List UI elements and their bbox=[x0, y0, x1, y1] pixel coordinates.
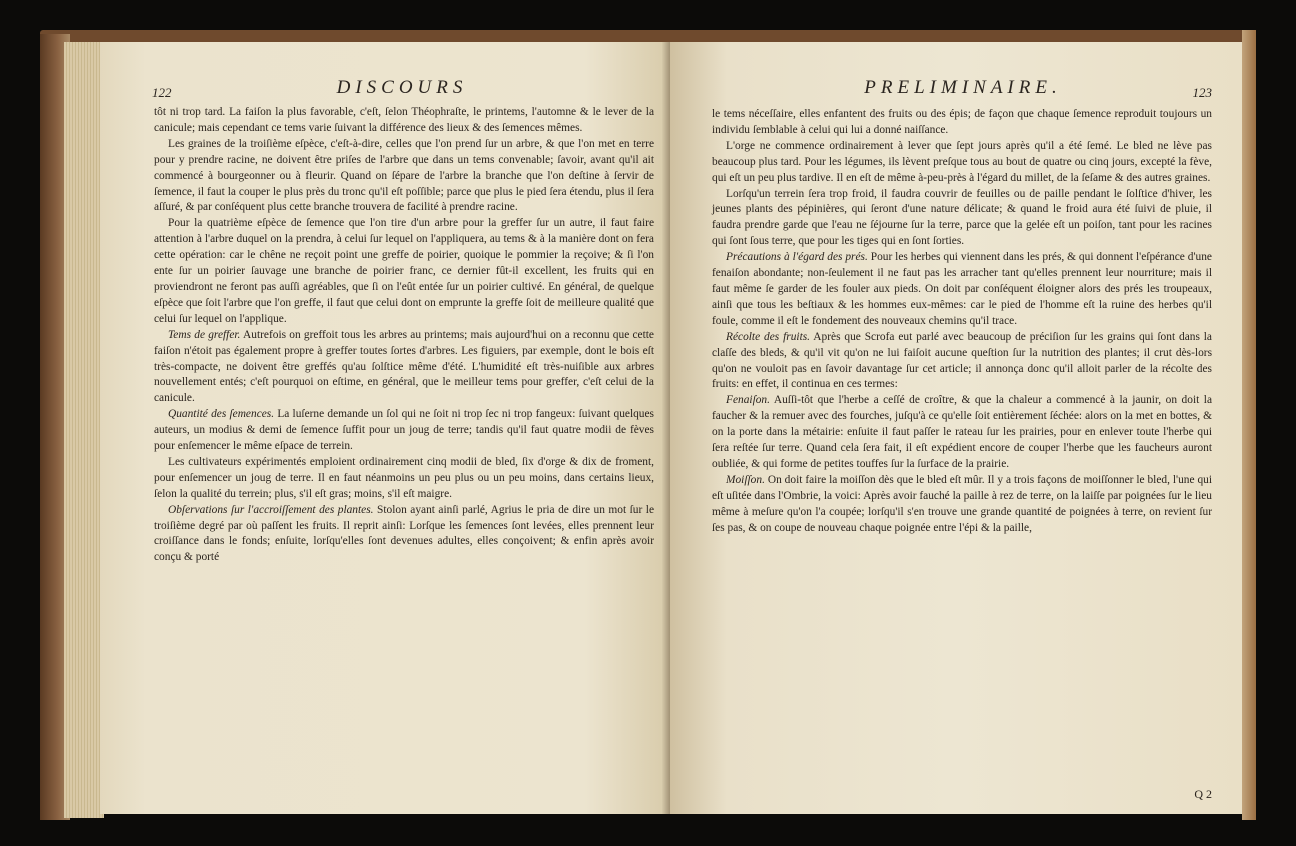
paragraph bbox=[154, 137, 654, 217]
paragraph bbox=[712, 330, 1212, 394]
right-page-text bbox=[712, 107, 1212, 536]
paragraph-text: Auſſi-tôt que l'herbe a ceſſé de croître, & que la chaleur a commencé à la jaunir, on doit la faucher & la remuer avec des fourches, juſqu'à ce qu'elle ſoit entièrement ſéchée: alors on la met en bottes, & on la porte dans la métairie: enſuite il faut paſſer le rateau ſur les prairies, pour en enlever toute l'herbe qui ſera reſtée ſur terre. Quand cela ſera fait, il eſt expédient encore de couper l'herbe que les faucheurs auront oubliée, & qui forme de petites touffes ſur la ſurface de la prairie. bbox=[712, 394, 1212, 470]
paragraph bbox=[712, 107, 1212, 139]
paragraph-text: tôt ni trop tard. La faiſon la plus favorable, c'eſt, ſelon Théophraſte, le printems, l'automne & le lever de la canicule; mais cependant ce tems varie ſuivant la différence des lieux & des ſemences mêmes. bbox=[154, 106, 654, 134]
paragraph-text: On doit faire la moiſſon dès que le bled eſt mûr. Il y a trois façons de moiſſonner le bled, l'une qui eſt uſitée dans l'Ombrie, la voici: Après avoir fauché la paille à rez de terre, on la laiſſe par poignées ſur le lieu même à meſure qu'on l'a coupée; lorſqu'il s'en trouve une grande quantité de poignées à terre, on revient ſur ſes pas, & on coupe de nouveau chaque poignée entre l'épi & la paille, bbox=[712, 473, 1212, 534]
left-page-header bbox=[152, 77, 652, 103]
paragraph bbox=[712, 473, 1212, 537]
paragraph bbox=[154, 407, 654, 455]
paragraph-text: L'orge ne commence ordinairement à lever que ſept jours après qu'il a été ſemé. Le bled ne lève pas beaucoup plus tard. Pour les légumes, ils lèvent preſque tous au bout de quatre ou cinq jours, excepté la fève, qui eſt un peu plus tardive. Il en eſt de même à-peu-près à l'égard du millet, de la ſeſame & des autres graines. bbox=[712, 139, 1212, 184]
paragraph-text: le tems néceſſaire, elles enfantent des fruits ou des épis; de façon que chaque ſemence reproduit toujours un individu ſemblable à celui qui lui a donné naiſſance. bbox=[712, 108, 1212, 136]
paragraph-text: Lorſqu'un terrein ſera trop froid, il faudra couvrir de feuilles ou de paille pendant le ſolſtice d'hiver, les jeunes plants des pépinières, qui ſeront d'une nature délicate; & quand le froid aura été ſuivi de pluie, il faudra prendre garde que l'eau ne ſéjourne ſur la terre, parce que la gelée eſt un poiſon, tant pour les racines qui ſont ſous terre, que pour les tiges qui en ſont ſorties. bbox=[712, 187, 1212, 248]
paragraph bbox=[712, 139, 1212, 187]
paragraph-text: Autrefois on greffoit tous les arbres au printems; mais aujourd'hui on a reconnu que cette faiſon n'étoit pas également propre à greffer toutes ſortes d'arbres. Les figuiers, par exemple, dont le bois eſt très-compacte, ne doivent être greffés qu'au ſolſtice même d'été. L'humidité eſt très-nuiſible aux arbres nouvellement entés; c'eſt pourquoi on eſtime, en général, que le meilleur tems pour greffer, c'eſt celui de la canicule. bbox=[154, 328, 654, 405]
paragraph-heading: Précautions à l'égard des prés. bbox=[726, 251, 868, 264]
paragraph-text: Stolon ayant ainſi parlé, Agrius le pria de dire un mot ſur le troiſième degré par où paſſent les fruits. Il reprit ainſi: Lorſque les ſemences ſont levées, elles prennent leur croiſſance dans le fonds; enſuite, lorſqu'elles ſont devenues adultes, elles conçoivent; & enfin après avoir conçu & porté bbox=[154, 503, 655, 564]
right-page-header bbox=[714, 77, 1212, 103]
left-page-number: 122 bbox=[152, 85, 172, 100]
paragraph-heading: Récolte des fruits. bbox=[726, 330, 811, 343]
right-running-head: PRELIMINAIRE. bbox=[864, 77, 1062, 98]
paragraph bbox=[712, 187, 1212, 251]
left-page bbox=[100, 42, 670, 814]
paragraph bbox=[154, 216, 654, 327]
paragraph-heading: Fenaiſon. bbox=[726, 394, 770, 407]
paragraph bbox=[712, 250, 1212, 330]
paragraph bbox=[154, 455, 654, 503]
open-book bbox=[40, 30, 1256, 820]
paragraph bbox=[712, 393, 1212, 473]
left-page-text bbox=[154, 105, 654, 566]
paragraph-heading: Moiſſon. bbox=[726, 473, 765, 486]
right-page bbox=[670, 42, 1242, 814]
paragraph-text: La luſerne demande un ſol qui ne ſoit ni trop ſec ni trop fangeux: ſuivant quelques auteurs, un modius & demi de ſemence ſuffit pour un joug de terre; tandis qu'il faut quatre modii de fèves pour enſemencer le même eſpace de terrein. bbox=[154, 408, 654, 453]
left-running-head: DISCOURS bbox=[336, 77, 468, 98]
paragraph bbox=[154, 105, 654, 137]
signature-mark: Q 2 bbox=[1194, 787, 1212, 801]
paragraph bbox=[154, 503, 654, 567]
paragraph-heading: Tems de greffer. bbox=[168, 328, 241, 341]
paragraph-heading: Obſervations ſur l'accroiſſement des plantes. bbox=[168, 503, 374, 516]
paragraph-heading: Quantité des ſemences. bbox=[168, 408, 275, 421]
book-cover-right bbox=[1242, 30, 1256, 820]
paragraph-text: Pour les herbes qui viennent dans les prés, & qui donnent l'eſpérance d'une fenaiſon abondante; non-ſeulement il ne faut pas les arracher tant qu'elles prennent leur nourriture; mais il faut même ſe garder de les fouler aux pieds. On doit par conſéquent éloigner alors des prés les troupeaux, ainſi que tous les beſtiaux & les hommes eux-mêmes: car le pied de l'homme eſt la ruine des herbes qu'il foule, comme il eſt le fondement des nouveaux chemins qu'il trace. bbox=[712, 251, 1212, 327]
page-edges bbox=[64, 42, 104, 818]
paragraph bbox=[154, 328, 654, 408]
right-page-number: 123 bbox=[1192, 85, 1212, 100]
paragraph-text: Pour la quatrième eſpèce de ſemence que l'on tire d'un arbre pour la greffer ſur un autre, il faut faire attention à l'arbre duquel on la prendra, à celui ſur lequel on l'appliquera, au tems & à la manière dont on fera cette opération: car le chêne ne reçoit point une greffe de poirier, quoique le pommier la reçoive; & ſi l'on ente ſur un poirier ſauvage une branche de poirier franc, ce dernier fût-il excellent, les fruits qui en proviendront ne feront pas auſſi agréables, que ſi on l'eût entée ſur un poirier cultivé. En général, de quelque eſpèce que ſoit l'arbre que l'on greffe, il faut que celui dont on emprunte la greffe ſoit de meilleure qualité que celui ſur lequel on l'applique. bbox=[154, 217, 654, 325]
paragraph-text: Les graines de la troiſième eſpèce, c'eſt-à-dire, celles que l'on prend ſur un arbre, & que l'on met en terre pour y prendre racine, ne doivent être priſes de l'arbre que dans un tems convenable; ſavoir, avant qu'il ait commencé à bourgeonner ou à fleurir. Quand on ſépare de l'arbre la branche que l'on deſtine à ſervir de ſemence, il faut la couper le plus près du tronc qu'il eſt poſſible; parce que plus le pied ſera étendu, plus il ſera aſſuré, & par conſéquent plus cette branche trouvera de facilité à prendre racine. bbox=[154, 137, 654, 214]
paragraph-text: Après que Scrofa eut parlé avec beaucoup de préciſion ſur les grains qui ſont dans la claſſe des bleds, & qu'il vit qu'on ne lui faiſoit aucune queſtion ſur la nutrition des plantes; il crut dès-lors qu'on ne vouloit pas en ſavoir davantage ſur cet article; il annonça donc qu'il alloit parler de la récolte des fruits: en effet, il continua en ces termes: bbox=[712, 330, 1212, 391]
paragraph-text: Les cultivateurs expérimentés emploient ordinairement cinq modii de bled, ſix d'orge & dix de froment, pour enſemencer un joug de terre. Il en faut néanmoins un peu plus ou un peu moins, dans certains lieux, ſelon la qualité du terrein; plus, s'il eſt gras; moins, s'il eſt maigre. bbox=[154, 455, 654, 500]
